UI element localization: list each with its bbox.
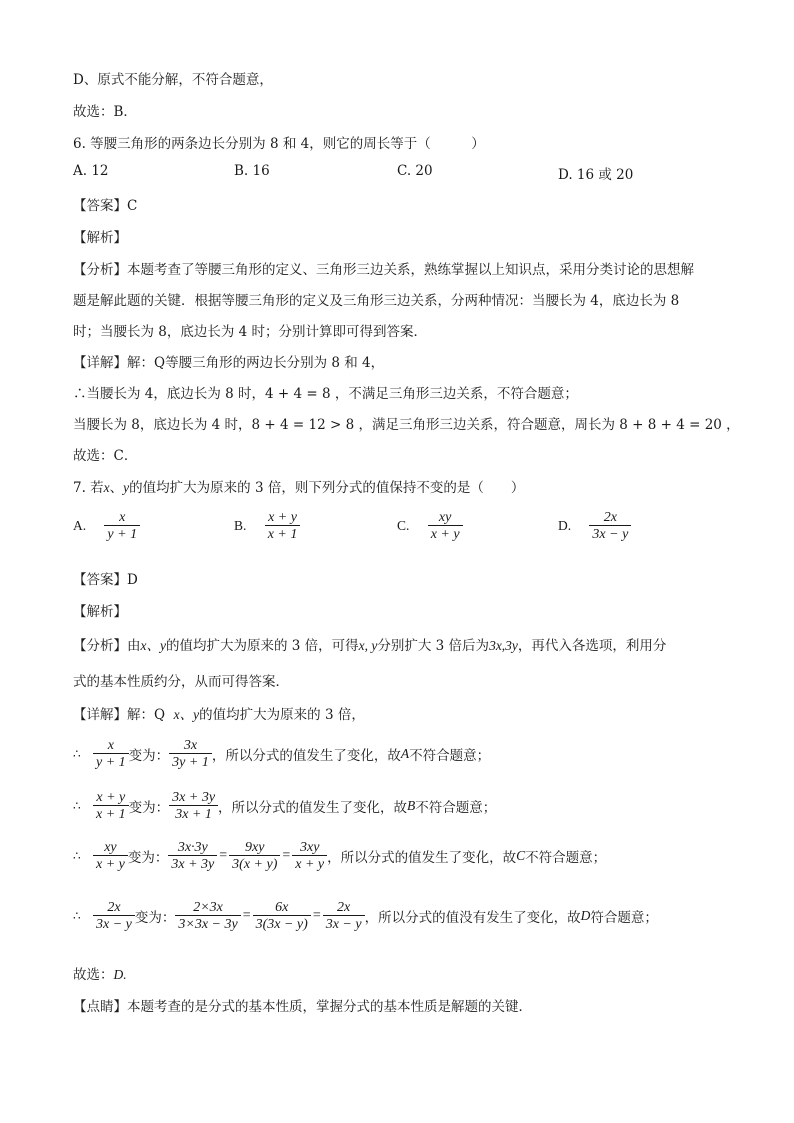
derivation-row-d: ∴ $\frac{2x}{3x - y}$ 变为： $\frac{2\times 3x}{3\times 3x - 3y}$ = $\frac{6x}{3(3x - y)}$ = $\frac{2x}{3x - y}$ ，所以分式的值没有发生了变化，故 D 符合题意；	[73, 900, 658, 933]
derivation-row-a: ∴ $\frac{x}{y + 1}$ 变为： $\frac{3x}{3y + 1}$ ，所以分式的值发生了变化，故 A 不符合题意；	[73, 738, 491, 771]
analysis-6-line: 题是解此题的关键．根据等腰三角形的定义及三角形三边关系，分两种情况：当腰长为 4，底边长为 8	[73, 293, 680, 309]
option-b: B. 16	[234, 163, 270, 179]
analysis-heading-7: 【解析】	[73, 604, 127, 620]
text-line: D、原式不能分解，不符合题意，	[73, 72, 273, 88]
option-c: C. 20	[397, 163, 433, 179]
question-7: 7. 若x、y的值均扩大为原来的 3 倍，则下列分式的值保持不变的是（ ）	[73, 480, 525, 496]
q7-option-c: C. $\frac{xy}{x + y}$	[397, 510, 463, 543]
analysis-6-line: 【分析】本题考查了等腰三角形的定义、三角形三边关系，熟练掌握以上知识点，采用分类讨论的思想解	[73, 262, 694, 278]
q7-option-b: B. $\frac{x + y}{x + 1}$	[234, 510, 300, 543]
answer-7: 【答案】D	[73, 572, 138, 588]
q7-option-d: D. $\frac{2x}{3x - y}$	[558, 510, 631, 543]
question-6: 6. 等腰三角形的两条边长分别为 8 和 4，则它的周长等于（ ）	[73, 136, 485, 152]
option-d: D. 16 或 20	[558, 167, 634, 183]
comment-7: 【点睛】本题考查的是分式的基本性质，掌握分式的基本性质是解题的关键．	[73, 999, 532, 1015]
detail-6-line: ∴当腰长为 4，底边长为 8 时，4 + 4 = 8 ，不满足三角形三边关系，不符合题意；	[73, 386, 578, 402]
q7-option-a: A. $\frac{x}{y + 1}$	[73, 510, 140, 543]
detail-6-line: 【详解】解：Q等腰三角形的两边长分别为 8 和 4，	[73, 355, 385, 371]
answer-6: 【答案】C	[73, 198, 138, 214]
derivation-row-c: ∴ $\frac{xy}{x + y}$ 变为： $\frac{3x\cdot 3y}{3x + 3y}$ = $\frac{9xy}{3(x + y)}$ = $\frac{3xy}{x + y}$ ，所以分式的值发生了变化，故 C 不符合题意；	[73, 840, 607, 873]
analysis-heading-6: 【解析】	[73, 230, 127, 246]
detail-6-line: 当腰长为 8，底边长为 4 时，8 + 4 = 12 > 8 ，满足三角形三边关系，符合题意，周长为 8 + 8 + 4 = 20 ，	[73, 417, 740, 433]
analysis-7-line: 式的基本性质约分，从而可得答案．	[73, 674, 289, 690]
select-6: 故选：C．	[73, 448, 138, 464]
derivation-row-b: ∴ $\frac{x + y}{x + 1}$ 变为： $\frac{3x + 3y}{3x + 1}$ ，所以分式的值发生了变化，故 B 不符合题意；	[73, 790, 497, 823]
analysis-7-line: 【分析】由x、y的值均扩大为原来的 3 倍，可得x, y分别扩大 3 倍后为3x,3y，再代入各选项，利用分	[73, 638, 667, 654]
option-a: A. 12	[73, 163, 109, 179]
analysis-6-line: 时；当腰长为 8，底边长为 4 时；分别计算即可得到答案．	[73, 324, 428, 340]
select-7: 故选：D.	[73, 967, 127, 983]
text-line: 故选：B．	[73, 104, 137, 120]
detail-7-line: 【详解】解：Q x、y的值均扩大为原来的 3 倍，	[73, 707, 365, 723]
